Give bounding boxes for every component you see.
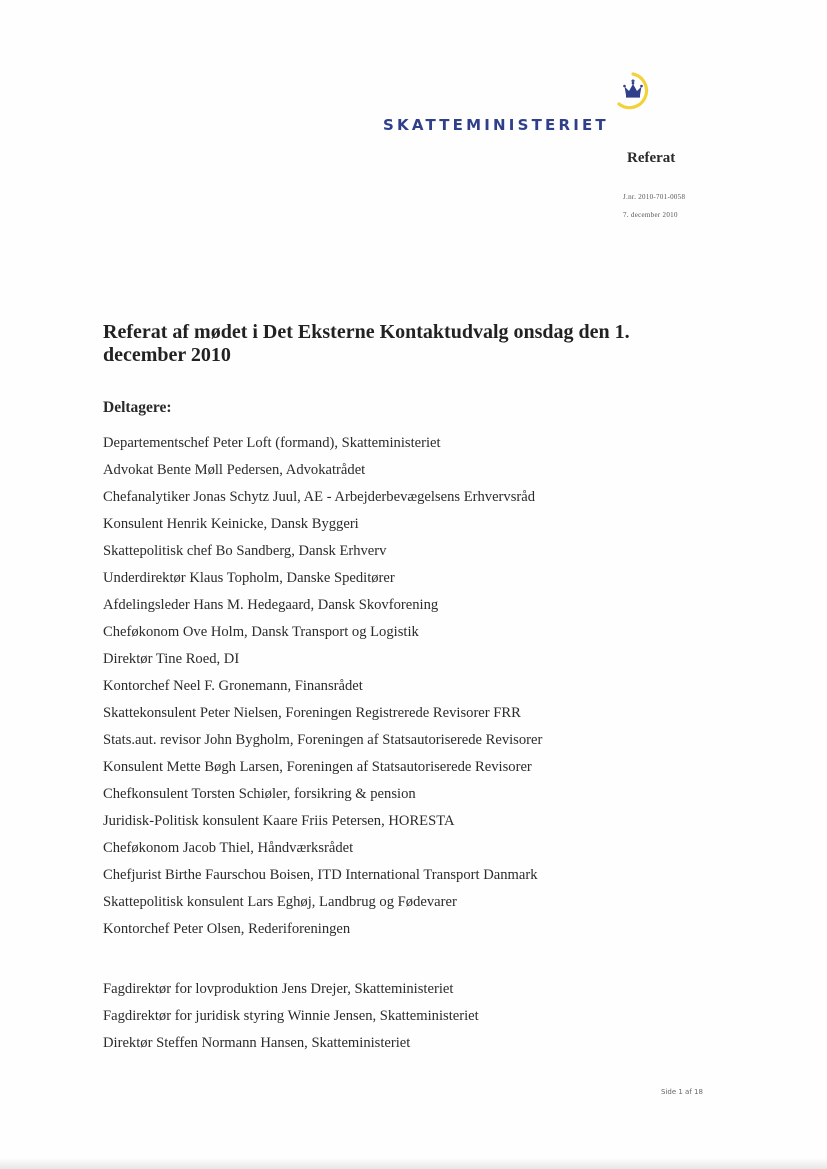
participant-item: Juridisk-Politisk konsulent Kaare Friis Petersen, HORESTA [103,813,455,829]
participants-heading: Deltagere: [103,399,172,416]
participant-item: Skattepolitisk konsulent Lars Eghøj, Landbrug og Fødevarer [103,894,457,910]
participant-item: Chefanalytiker Jonas Schytz Juul, AE - Arbejderbevægelsens Erhvervsråd [103,489,536,505]
participant-item: Underdirektør Klaus Topholm, Danske Speditører [103,570,395,586]
document-type: Referat [627,150,676,166]
ministry-participant-item: Fagdirektør for juridisk styring Winnie Jensen, Skatteministeriet [103,1008,479,1024]
participant-item: Konsulent Mette Bøgh Larsen, Foreningen af Statsautoriserede Revisorer [103,759,532,775]
participant-item: Kontorchef Peter Olsen, Rederiforeningen [103,921,351,937]
ministry-participant-item: Fagdirektør for lovproduktion Jens Drejer, Skatteministeriet [103,981,454,997]
participant-item: Skattepolitisk chef Bo Sandberg, Dansk Erhverv [103,543,387,559]
ministry-participant-item: Direktør Steffen Normann Hansen, Skatteministeriet [103,1035,411,1051]
external-participants-list [103,430,542,943]
journal-number: J.nr. 2010-701-0058 [623,193,686,201]
participant-item: Kontorchef Neel F. Gronemann, Finansrådet [103,678,363,694]
participant-item: Konsulent Henrik Keinicke, Dansk Byggeri [103,516,359,532]
logo-wordmark: SKATTEMINISTERIET [383,116,609,134]
participant-item: Advokat Bente Møll Pedersen, Advokatrådet [103,462,366,478]
participant-item: Afdelingsleder Hans M. Hedegaard, Dansk Skovforening [103,597,439,613]
page-number: Side 1 af 18 [661,1088,703,1096]
document-title: Referat af mødet i Det Eksterne Kontaktudvalg onsdag den 1. december 2010 [103,321,630,366]
participant-item: Chefjurist Birthe Faurschou Boisen, ITD International Transport Danmark [103,867,538,883]
participant-item: Departementschef Peter Loft (formand), Skatteministeriet [103,435,441,451]
participant-item: Skattekonsulent Peter Nielsen, Foreningen Registrerede Revisorer FRR [103,705,521,721]
ministry-participants-list [103,976,479,1057]
participant-item: Cheføkonom Jacob Thiel, Håndværksrådet [103,840,354,856]
participant-item: Stats.aut. revisor John Bygholm, Foreningen af Statsautoriserede Revisorer [103,732,543,748]
participant-item: Direktør Tine Roed, DI [103,651,240,667]
crown-icon [609,71,657,111]
participant-item: Cheføkonom Ove Holm, Dansk Transport og Logistik [103,624,419,640]
document-date: 7. december 2010 [623,211,678,219]
participant-item: Chefkonsulent Torsten Schiøler, forsikring & pension [103,786,416,802]
page-edge [0,1158,827,1169]
